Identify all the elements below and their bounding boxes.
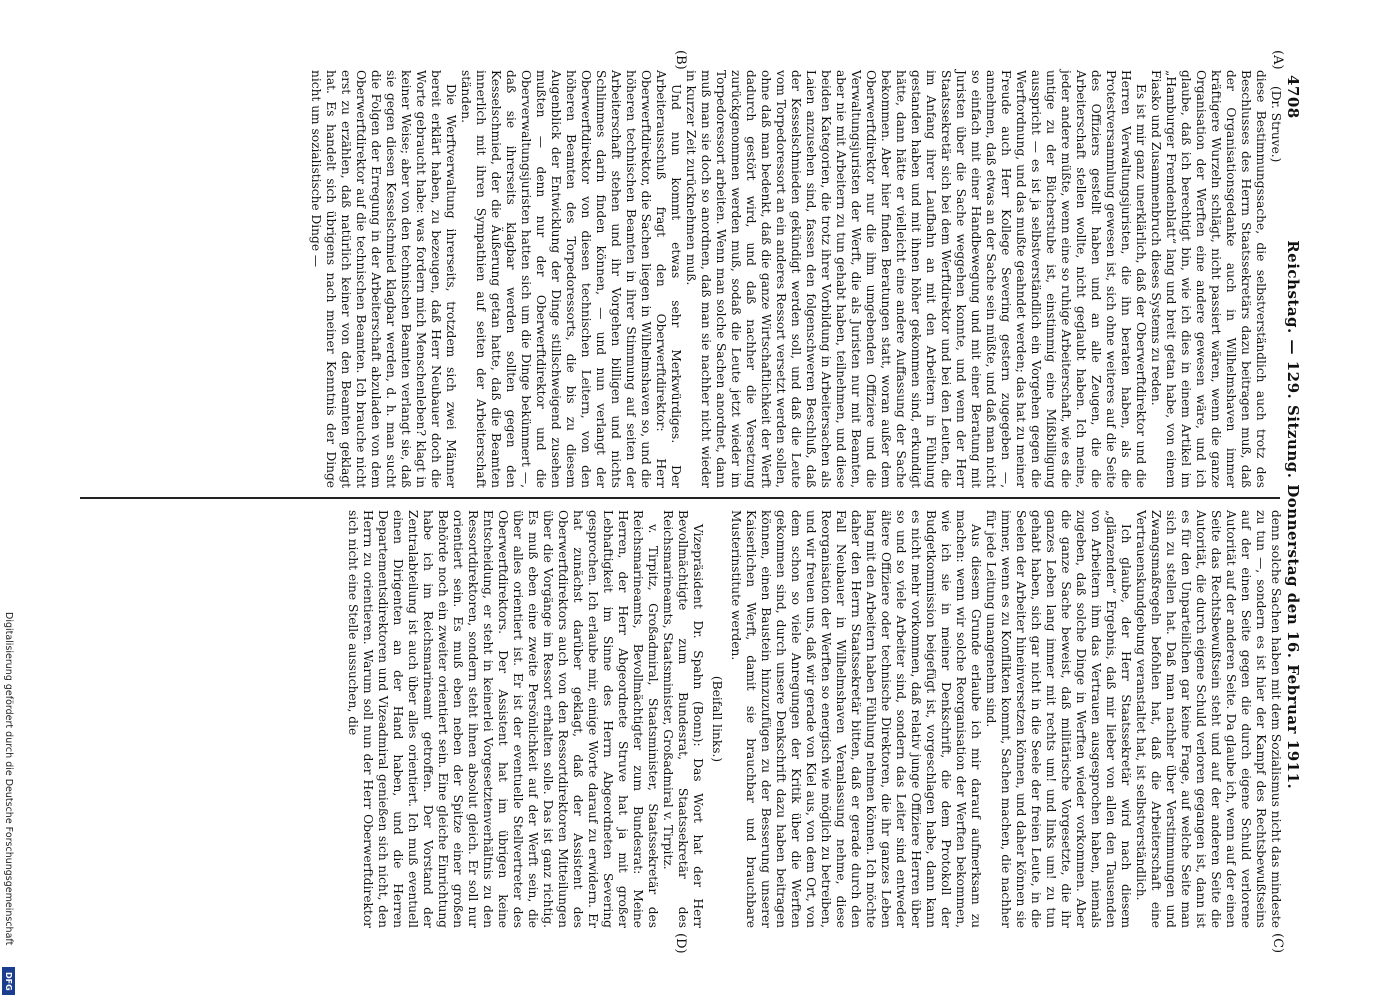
speaker-announcement: Vizepräsident Dr. Spahn (Bonn): Das Wort hat der Herr Bevollmächtigte zum Bundesrat, Staatssekretär des Reichsmarineamts, Staatsminister, Großadmiral v. Tirpitz. — [661, 510, 705, 928]
margin-mark-a: (A) — [1270, 50, 1285, 70]
applause-note: (Beifall links.) — [710, 675, 724, 763]
left-paragraph-4: Die Werftverwaltung ihrerseits, trotzdem sich zwei Männer bereit erklärt haben, zu bezeugen, daß Herr Neubauer doch die Worte gebraucht habe: was fordern mich Menschenleben? klagt in keiner Weise; aber von den technischen Beamten verlangt sie, daß sie gegen diesen Kesselschmied klagbar werden, d. h. man sucht die Folgen der Erregung in der Arbeiterschaft abzuladen von dem Oberwerftdirektor auf die technischen Beamten. Ich brauche nicht erst zu erzählen, daß natürlich keiner von den Beamten geklagt hat. Es handelt sich übrigens nach meiner Kenntnis der Dinge nicht um sozialistische Dinge — — [309, 70, 458, 488]
left-column — [78, 70, 1283, 488]
tirpitz-speech: v. Tirpitz, Großadmiral, Staatsminister, Staatssekretär des Reichsmarineamts, Bevollmächtigter zum Bundesrat: Meine Herren, der Herr Abgeordnete Struve hat ja mit großer Lebhaftigkeit im Sinne des Herrn Abgeordneten Severing gesprochen. Ich erlaube mir, einige Worte darauf zu erwidern. Er hat zunächst darüber geklagt, daß der Assistent des Oberwerftdirektors auch von den Ressortdirektoren Mitteilungen über die Vorgänge im Ressort erhalten solle. Das ist ganz richtig. Es muß eben eine zweite Persönlichkeit auf der Werft sein, die über alles orientiert ist. Er ist der eventuelle Stellvertreter des Oberwerftdirektors. Der Assistent hat im übrigen keine Entscheidung, er steht in keinerlei Vorgesetztenverhältnis zu den Ressortdirektoren, sondern steht ihnen absolut gleich. Er soll nur orientiert sein. Es muß eben neben der Spitze einer großen Behörde noch ein zweiter orientiert sein. Eine gleiche Einrichtung habe ich im Reichsmarineamt getroffen. Der Vorstand der Zentralabteilung ist auch über alles orientiert. Ich muß eventuell einen Dirigenten an der Hand haben, und die Herren Departementsdirektoren und Vizeadmiral genießen sich nicht, den Herrn zu orientieren. Warum soll nun der Herr Oberwerftdirektor sich nicht eine Stelle aussuchen, die — [346, 510, 660, 928]
right-paragraph-3: Aus diesem Grunde erlaube ich mir darauf aufmerksam zu machen: wenn wir solche Reorganisation der Werften bekommen, wie ich sie in meiner Denkschrift, die dem Protokoll der Budgetkommission beigefügt ist, vorgeschlagen habe, dann kann es nicht mehr vorkommen, daß relativ junge Offiziere Herren über so und so viele Arbeiter sind, sondern das Leiter sind entweder ältere Offiziere oder technische Direktoren, die ihr ganzes Leben lang mit den Arbeitern haben Fühlung nehmen können. Ich möchte daher den Herrn Staatssekretär bitten, daß er gerade durch den Fall Neubauer in Wilhelmshaven Veranlassung nehme, diese Reorganisation der Werften so energisch wie möglich zu betreiben, und wir freuen uns, daß wir gerade von Kiel aus, von dem Ort, von dem schon so viele Anregungen der Kritik über die Werften gekommen sind, durch unsere Denkschrift dazu haben beitragen können, einen Baustein hinzuzufügen zu der Besserung unserer Kaiserlichen Werft, damit sie brauchbar und brauchbare Musterinstitute werden. — [729, 510, 983, 928]
margin-mark-d: (D) — [673, 933, 688, 954]
dfg-logo: DFG — [2, 967, 15, 995]
right-paragraph-2: Ich glaube, der Herr Staatssekretär wird nach diesem „glänzenden“ Ergebnis, daß mir lieber von allen den Tausenden von Arbeitern ihm das Vertrauen ausgesprochen haben, niemals zugeben, daß solche Dinge in Werften wieder vorkommen. Aber die ganze Sache beweist, daß militärische Vorgesetzte, die ihr ganzes Leben lang immer mit rechts um! und links um! zu tun gehabt haben, sich gar nicht in die Seele der freien Leute, in die Seelen der Arbeiter hineinversetzen können, und daher können sie immer, wenn es zu Konflikten kommt, Sachen machen, die nachher für jede Leitung unangenehm sind. — [984, 510, 1133, 928]
left-paragraph-2: Es ist mir ganz unerklärlich, daß der Oberwerftdirektor und die Herren Verwaltungsjuristen, die ihn beraten haben, als die Protestversammlung gewesen ist, sich ohne weiteres auf die Seite des Offiziers gestellt haben und an alle Zeugen, die die Arbeiterschaft stellen wollte, nicht geglaubt haben. Ich meine, jeder andere müßte, wenn eine so ruhige Arbeiterschaft, wie es die untige zu der Bücherstube ist, einstimmig eine Mißbilligung ausspricht — es ist ja selbstverständlich ein Vorgehen gegen die Werftordnung, und das mußte geahndet werden; das hat zu meiner Freude auch Herr Kollege Severing gestern zugegeben —, annehmen, daß etwas an der Sache sein müßte, und daß man nicht so einfach mit einer Handbewegung und mit einer Beratung mit Juristen über die Sache weggehen konnte, und wenn der Herr Staatssekretär sich bei dem Werftdirektor und bei den Leuten, die im Anfang ihrer Laufbahn an mit den Arbeitern in Fühlung gestanden haben und mit ihnen höher gekommen sind, erkundigt hätte, dann hätte er vielleicht eine andere Auffassung der Sache bekommen. Aber hier finden Beratungen statt, woran außer dem Oberwerftdirektor nur die ihm umgebenden Offiziere und die Verwaltungsjuristen der Werft, die als Juristen nur mit Beamten, aber nie mit Arbeitern zu tun gehabt haben, teilnehmen, und diese beiden Kategorien, die trotz ihrer Vorbildung in Arbeitersachen als Laien anzusehen sind, fassen den folgenschweren Beschluß, daß der Kesselschmieden gekündigt werden soll, und daß die Leute vom Torpedoressort an ein anderes Ressort versetzt werden sollen, ohne daß man bedenkt, daß die ganze Wirtschaftlichkeit der Werft dadurch gestört wird, und daß nachher die Versetzung zurückgenommen werden muß, sodaß die Leute jetzt wieder im Torpedoressort arbeiten. Wenn man solche Sachen anordnet, dann muß man sie doch so anordnen, daß man sie nachher nicht wieder in kurzer Zeit zurücknehmen muß. — [684, 70, 1148, 488]
left-paragraph-3: Und nun kommt etwas sehr Merkwürdiges. Der Arbeiterausschuß fragt den Oberwerftdirektor: Herr Oberwerftdirektor, die Sachen liegen in Wilhelmshaven so, und die höheren technischen Beamten in ihrer Stimmung auf seiten der Arbeiterschaft stehen und ihr Vorgehen billigen und nichts Schlimmes darin finden können, — und nun verlangt der Oberwerftdirektor von diesen technischen Leitern, von den höheren Beamten des Torpedoressorts, die bis zu diesem Augenblick der Entwicklung der Dinge stillschweigend zusehen mußten — denn nur der Oberwerftdirektor und die Oberverwaltungsjuristen hatten sich um die Dinge bekümmert —, daß sie ihrerseits klagbar werden sollten gegen den Kesselschmied, der die Äußerung getan hatte, daß die Beamten innerlich mit ihren Sympathien auf seiten der Arbeiterschaft ständen. — [459, 70, 683, 488]
page-number: 4708 — [1284, 75, 1302, 119]
speaker-reference: (Dr. Struve.) — [1269, 86, 1283, 163]
page-header — [1284, 75, 1302, 935]
column-divider — [80, 497, 1280, 499]
right-column — [78, 510, 1283, 928]
digitization-credit: Digitalisierung gefördert durch die Deutsche Forschungsgemeinschaft — [3, 612, 14, 946]
header-title: Reichstag. — 129. Sitzung. Donnerstag den 16. Februar 1911. — [1284, 240, 1302, 790]
margin-mark-c: (C) — [1270, 933, 1285, 954]
margin-mark-b: (B) — [673, 50, 688, 70]
right-paragraph-1: denn solche Sachen haben mit dem Sozialismus nicht das mindeste zu tun —, sondern es ist hier der Kampf des Rechtsbewußtseins auf der einen Seite gegen die durch eigene Schuld verlorene Autorität auf der anderen Seite. Da glaube ich, wenn auf der einen Seite das Rechtsbewußtsein steht und auf der anderen Seite die Autorität, die durch eigene Schuld verloren gegangen ist, dann ist es für den Unparteilichen gar keine Frage, auf welche Seite man sich zu stellen hat. Daß man nachher über Verstimmungen und Zwangsmaßregeln befohlen hat, daß die Arbeiterschaft eine Vertrauenskundgebung veranstaltet hat, ist selbstverständlich. — [1134, 510, 1283, 928]
left-paragraph-1: diese Bestimmungssache, die selbstverständlich auch trotz des Beschlusses des Herrn Staatssekretärs dazu beitragen muß, daß der Organisationsgedanke auch in Wilhelmshaven immer kräftigere Wurzeln schlägt, nicht passiert wären, wenn die ganze Organisation der Werften eine andere gewesen wäre, und ich glaube, daß ich berechtigt bin, wie ich dies in einem Artikel im „Hamburger Fremdenblatt“ lang und breit getan habe, von einem Fiasko und Zusammenbruch dieses Systems zu reden. — [1149, 70, 1268, 488]
